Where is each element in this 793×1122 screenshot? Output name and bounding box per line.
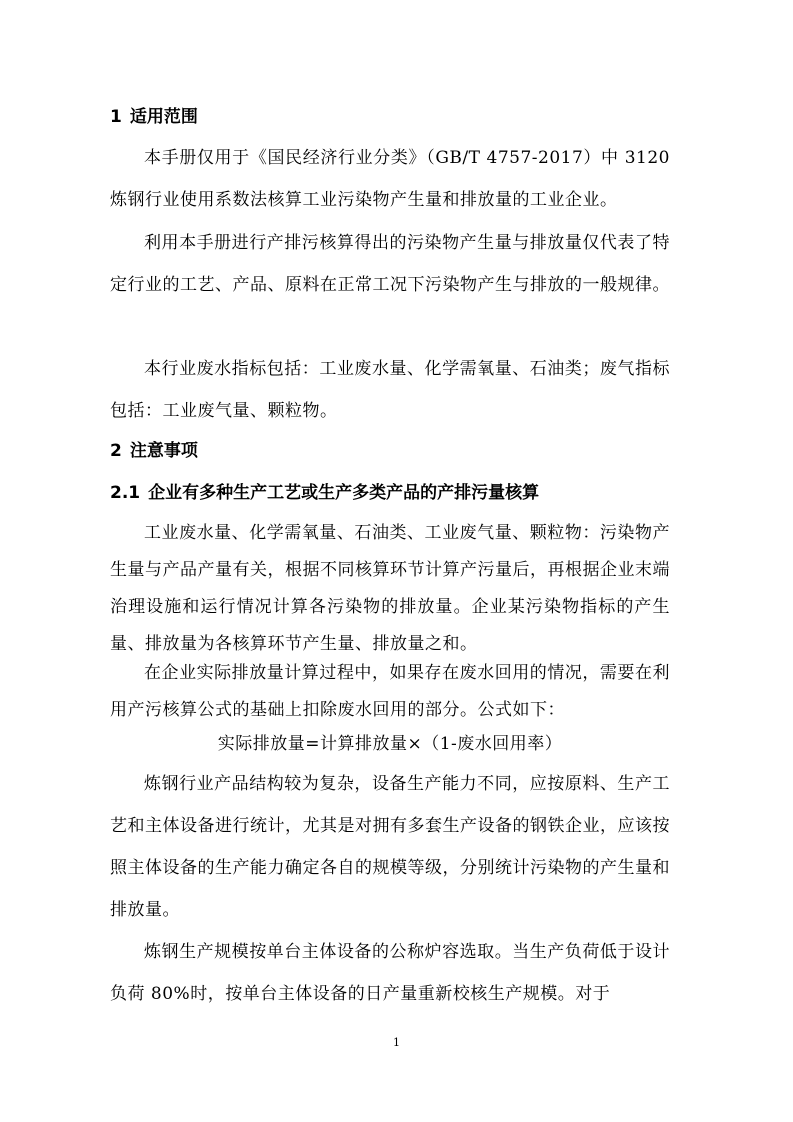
formula: 实际排放量=计算排放量×（1-废水回用率） [217,734,563,754]
section-1-paragraph-2: 利用本手册进行产排污核算得出的污染物产生量与排放量仅代表了特定行业的工艺、产品、原料在正常工况下污染物产生与排放的一般规律。 [110,233,670,295]
section-2-1-number: 2.1 [110,483,141,503]
section-2-1-paragraph-1: 工业废水量、化学需氧量、石油类、工业废气量、颗粒物：污染物产生量与产品产量有关，根据不同核算环节计算产污量后，再根据企业末端治理设施和运行情况计算各污染物的排放量。企业某污染物指标的产生量、排放量为各核算环节产生量、排放量之和。 [110,523,670,654]
section-2-1-heading [110,482,670,504]
section-1-heading [110,106,670,128]
section-2-number: 2 [110,441,122,461]
section-2-1-paragraph-2: 在企业实际排放量计算过程中，如果存在废水回用的情况，需要在利用产污核算公式的基础上扣除废水回用的部分。公式如下： [110,663,670,720]
section-1-number: 1 [110,107,122,127]
section-1-paragraph-1: 本手册仅用于《国民经济行业分类》（GB/T 4757-2017）中 3120 炼钢行业使用系数法核算工业污染物产生量和排放量的工业企业。 [110,148,670,210]
section-1-paragraph-3: 本行业废水指标包括：工业废水量、化学需氧量、石油类；废气指标包括：工业废气量、颗粒物。 [110,359,670,421]
section-2-heading [110,440,670,462]
section-1-title: 适用范围 [129,107,198,127]
section-2-1-paragraph-3: 炼钢行业产品结构较为复杂，设备生产能力不同，应按原料、生产工艺和主体设备进行统计，尤其是对拥有多套生产设备的钢铁企业，应该按照主体设备的生产能力确定各自的规模等级，分别统计污染物的产生量和排放量。 [110,774,670,920]
section-2-1-title: 企业有多种生产工艺或生产多类产品的产排污量核算 [148,483,540,503]
section-2-1-paragraph-4: 炼钢生产规模按单台主体设备的公称炉容选取。当生产负荷低于设计负荷 80%时，按单台主体设备的日产量重新校核生产规模。对于 [110,942,670,1004]
page-number: 1 [393,1036,400,1049]
section-2-title: 注意事项 [129,441,198,461]
